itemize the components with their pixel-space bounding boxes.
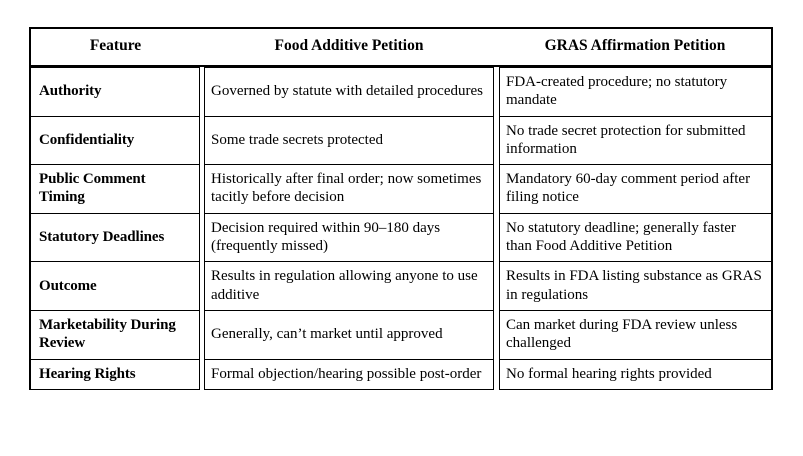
cell-public-comment-timing-gras: Mandatory 60-day comment period after filing notice xyxy=(499,165,773,214)
comparison-table xyxy=(29,27,773,390)
table-row xyxy=(29,165,773,214)
cell-statutory-deadlines-gras: No statutory deadline; generally faster than Food Additive Petition xyxy=(499,214,773,263)
row-label-marketability-during-review: Marketability During Review xyxy=(29,311,200,360)
cell-authority-fap: Governed by statute with detailed procedures xyxy=(204,67,494,117)
column-header-feature: Feature xyxy=(29,27,200,67)
cell-hearing-rights-fap: Formal objection/hearing possible post-order xyxy=(204,360,494,390)
cell-confidentiality-fap: Some trade secrets protected xyxy=(204,117,494,166)
table-header xyxy=(29,27,773,67)
row-label-hearing-rights: Hearing Rights xyxy=(29,360,200,390)
row-label-confidentiality: Confidentiality xyxy=(29,117,200,166)
table-row xyxy=(29,117,773,166)
cell-marketability-during-review-gras: Can market during FDA review unless challenged xyxy=(499,311,773,360)
cell-marketability-during-review-fap: Generally, can’t market until approved xyxy=(204,311,494,360)
column-header-gras-affirmation-petition: GRAS Affirmation Petition xyxy=(499,27,773,67)
cell-outcome-fap: Results in regulation allowing anyone to use additive xyxy=(204,262,494,311)
row-label-statutory-deadlines: Statutory Deadlines xyxy=(29,214,200,263)
row-label-authority: Authority xyxy=(29,67,200,117)
column-header-food-additive-petition: Food Additive Petition xyxy=(204,27,494,67)
cell-hearing-rights-gras: No formal hearing rights provided xyxy=(499,360,773,390)
table-body xyxy=(29,67,773,390)
cell-outcome-gras: Results in FDA listing substance as GRAS in regulations xyxy=(499,262,773,311)
row-label-public-comment-timing: Public Comment Timing xyxy=(29,165,200,214)
header-row xyxy=(29,27,773,67)
table-row xyxy=(29,311,773,360)
cell-statutory-deadlines-fap: Decision required within 90–180 days (frequently missed) xyxy=(204,214,494,263)
comparison-table-container xyxy=(29,27,773,390)
cell-authority-gras: FDA-created procedure; no statutory mandate xyxy=(499,67,773,117)
table-row xyxy=(29,360,773,390)
table-row xyxy=(29,214,773,263)
table-row xyxy=(29,262,773,311)
table-row xyxy=(29,67,773,117)
cell-public-comment-timing-fap: Historically after final order; now sometimes tacitly before decision xyxy=(204,165,494,214)
cell-confidentiality-gras: No trade secret protection for submitted information xyxy=(499,117,773,166)
row-label-outcome: Outcome xyxy=(29,262,200,311)
